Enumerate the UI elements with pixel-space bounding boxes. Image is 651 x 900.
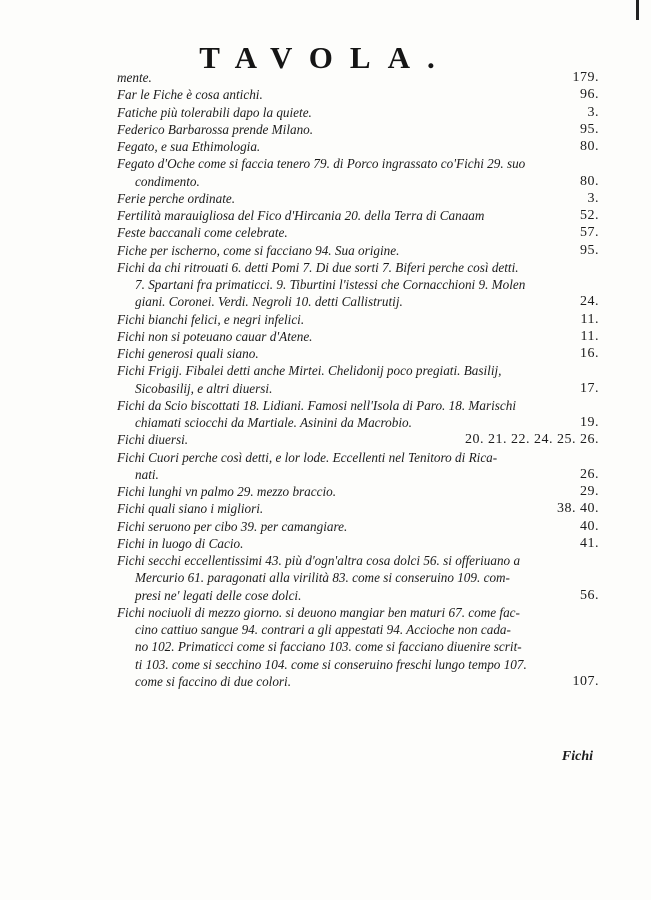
entry-text: Federico Barbarossa prende Milano. <box>117 121 314 137</box>
catchword: Fichi <box>561 749 593 764</box>
entry-page-number: 80. <box>580 139 599 154</box>
index-entry <box>117 104 599 121</box>
entry-text: presi ne' legati delle cose dolci. <box>135 587 302 603</box>
index-entry <box>117 673 599 690</box>
entry-page-number: 96. <box>580 87 599 103</box>
entry-text: Fichi non si poteuano cauar d'Atene. <box>117 328 313 344</box>
entry-page-number: 24. <box>580 294 599 310</box>
index-entry <box>117 138 599 155</box>
index-entry <box>117 242 599 259</box>
entry-text: Mercurio 61. paragonati alla virilità 83. come si conseruino 109. com- <box>135 570 510 586</box>
index-entry <box>117 397 599 414</box>
entry-text: Ferie perche ordinate. <box>117 190 236 206</box>
entry-text: Fichi quali siano i migliori. <box>117 501 264 517</box>
entry-text: Fichi in luogo di Cacio. <box>117 535 244 551</box>
page-title: TAVOLA. <box>199 40 452 75</box>
index-entry <box>117 345 599 362</box>
entry-text: Fichi da Scio biscottati 18. Lidiani. Famosi nell'Isola di Paro. 18. Marischi <box>117 397 517 413</box>
index-entry <box>117 311 599 328</box>
index-entry <box>117 587 599 604</box>
index-entry <box>117 621 599 638</box>
entry-text: Fichi Frigij. Fibalei detti anche Mirtei. Chelidonij poco pregiati. Basilij, <box>117 363 502 379</box>
entry-text: Fatiche più tolerabili dapo la quiete. <box>117 104 312 120</box>
entry-text: Fichi bianchi felici, e negri infelici. <box>117 311 305 327</box>
entry-page-number: 29. <box>580 484 599 499</box>
index-entry <box>117 431 599 448</box>
index-list <box>117 69 599 690</box>
index-entry <box>117 362 599 379</box>
entry-text: Fichi secchi eccellentissimi 43. più d'ogn'altra cosa dolci 56. si offeriuano a <box>117 553 521 568</box>
entry-text: cino cattiuo sangue 94. contrari a gli appestati 94. Accioche non cada- <box>135 622 511 637</box>
entry-page-number: 11. <box>580 328 599 344</box>
index-entry <box>117 414 599 431</box>
index-entry <box>117 190 599 207</box>
entry-text: Feste baccanali come celebrate. <box>117 225 288 241</box>
entry-text: Fichi generosi quali siano. <box>117 346 259 361</box>
entry-text: ti 103. come si secchino 104. come si conseruino freschi lungo tempo 107. <box>135 656 527 672</box>
entry-text: Fertilità marauigliosa del Fico d'Hircania 20. della Terra di Canaam <box>117 208 485 223</box>
entry-text: Far le Fiche è cosa antichi. <box>117 87 263 103</box>
entry-text: Fegato d'Oche come si faccia tenero 79. di Porco ingrassato co'Fichi 29. suo <box>117 156 526 172</box>
index-entry <box>117 86 599 103</box>
entry-page-number: 95. <box>580 121 599 137</box>
index-entry <box>117 69 599 86</box>
entry-text: Fichi diuersi. <box>117 432 189 448</box>
entry-text: 7. Spartani fra primaticci. 9. Tiburtini l'istessi che Cornacchioni 9. Molen <box>135 277 526 292</box>
index-entry <box>117 328 599 345</box>
index-entry <box>117 293 599 310</box>
entry-text: chiamati sciocchi da Martiale. Asinini da Macrobio. <box>135 415 412 430</box>
entry-page-number: 3. <box>587 190 599 206</box>
index-entry <box>117 449 599 466</box>
entry-text: Fichi seruono per cibo 39. per camangiare. <box>117 518 348 534</box>
entry-page-number: 11. <box>580 311 599 327</box>
index-entry <box>117 207 599 224</box>
index-entry <box>117 380 599 397</box>
entry-text: come si faccino di due colori. <box>135 673 292 689</box>
entry-text: Sicobasilij, e altri diuersi. <box>135 380 273 396</box>
entry-text: condimento. <box>135 173 200 189</box>
entry-page-number: 19. <box>580 415 599 430</box>
entry-page-number: 26. <box>580 466 599 482</box>
entry-text: Fichi da chi ritrouati 6. detti Pomi 7. Di due sorti 7. Biferi perche così detti. <box>117 259 519 275</box>
index-entry <box>117 656 599 673</box>
entry-page-number: 52. <box>580 208 599 223</box>
entry-text: giani. Coronei. Verdi. Negroli 10. detti Callistrutij. <box>135 294 403 310</box>
entry-text: Fichi Cuori perche così detti, e lor lode. Eccellenti nel Tenitoro di Rica- <box>117 449 498 465</box>
entry-page-number: 3. <box>587 104 599 120</box>
entry-page-number: 16. <box>580 346 599 361</box>
entry-page-number: 56. <box>580 587 599 603</box>
index-entry <box>117 121 599 138</box>
index-entry <box>117 569 599 586</box>
entry-text: nati. <box>135 466 159 482</box>
entry-text: mente. <box>117 70 152 85</box>
entry-page-number: 57. <box>580 225 599 241</box>
index-entry <box>117 535 599 552</box>
index-entry <box>117 173 599 190</box>
index-entry <box>117 224 599 241</box>
entry-page-number: 38. 40. <box>557 501 599 517</box>
index-entry <box>117 604 599 621</box>
index-entry <box>117 518 599 535</box>
index-entry <box>117 483 599 500</box>
entry-page-number: 41. <box>580 535 599 551</box>
index-entry <box>117 259 599 276</box>
index-entry <box>117 552 599 569</box>
entry-page-number: 80. <box>580 173 599 189</box>
index-entry <box>117 500 599 517</box>
entry-page-number: 107. <box>572 673 599 689</box>
entry-text: Fegato, e sua Ethimologia. <box>117 139 261 154</box>
entry-text: Fichi lunghi vn palmo 29. mezzo braccio. <box>117 484 337 499</box>
entry-page-number: 179. <box>572 70 599 85</box>
index-entry <box>117 638 599 655</box>
entry-page-number: 95. <box>580 242 599 258</box>
entry-text: no 102. Primaticci come si facciano 103. come si facciano diuenire scrit- <box>135 639 522 655</box>
entry-page-number: 40. <box>580 518 599 534</box>
entry-text: Fichi nociuoli di mezzo giorno. si deuono mangiar ben maturi 67. come fac- <box>117 604 520 620</box>
index-entry <box>117 276 599 293</box>
entry-page-number: 17. <box>580 380 599 396</box>
entry-text: Fiche per ischerno, come si facciano 94. Sua origine. <box>117 242 400 258</box>
index-entry <box>117 155 599 172</box>
entry-page-number: 20. 21. 22. 24. 25. 26. <box>465 432 599 448</box>
page-edge-mark <box>636 0 639 20</box>
index-entry <box>117 466 599 483</box>
